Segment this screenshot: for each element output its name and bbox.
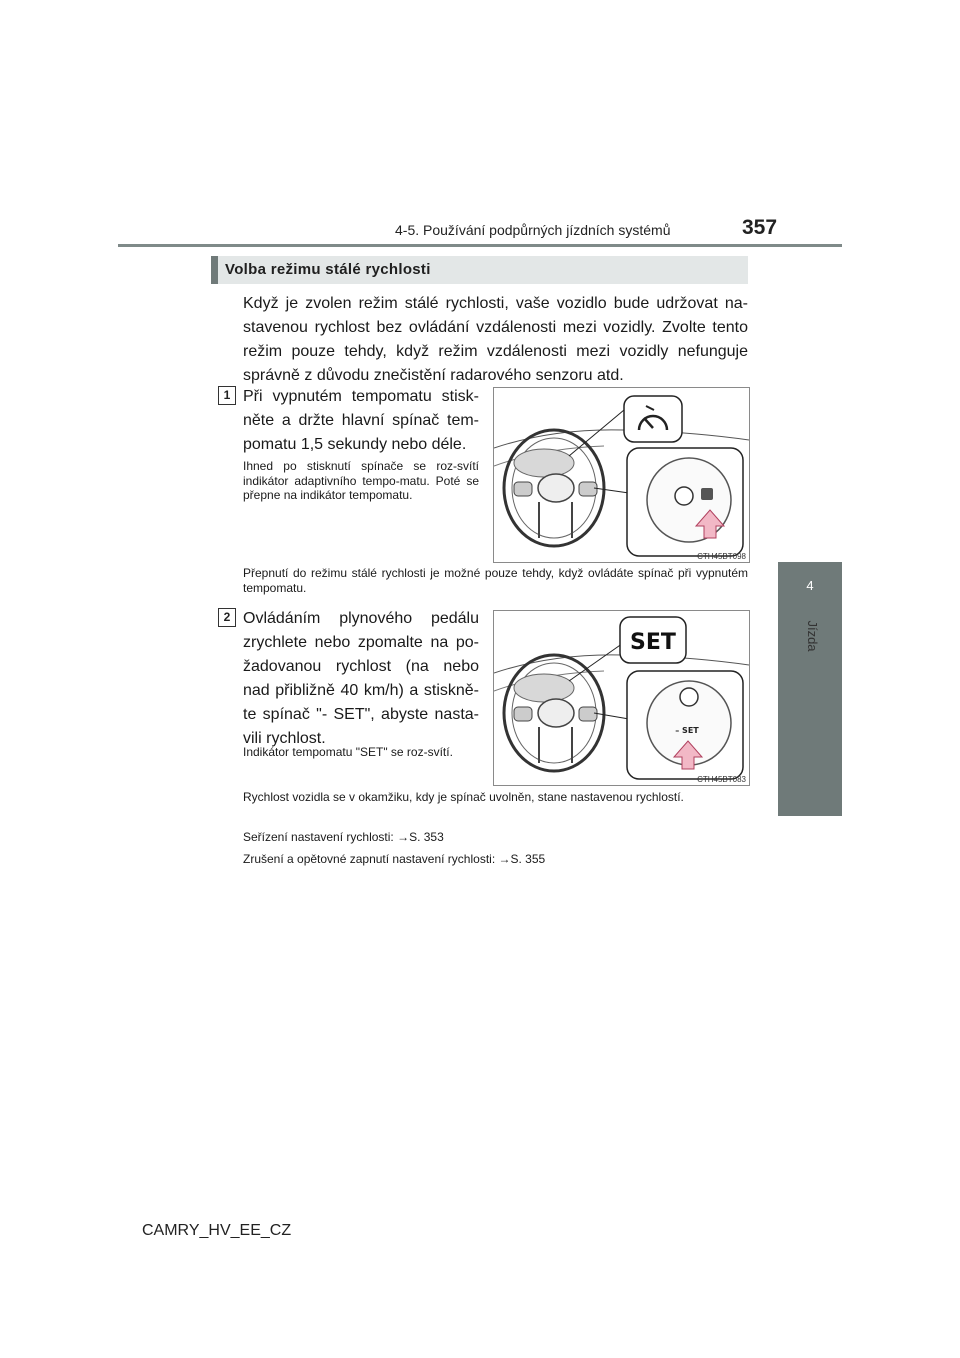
steering-wheel-illustration-1 bbox=[494, 388, 749, 562]
section-title: Volba režimu stálé rychlosti bbox=[225, 261, 431, 278]
header-section-title: 4-5. Používání podpůrných jízdních systémů bbox=[395, 222, 671, 238]
section-title-bar bbox=[211, 256, 218, 284]
set-switch-label: – SET bbox=[675, 726, 699, 735]
chapter-number: 4 bbox=[806, 578, 814, 593]
page-number: 357 bbox=[742, 216, 778, 239]
figure-step-1 bbox=[493, 387, 750, 563]
steering-wheel-illustration-2 bbox=[494, 611, 749, 785]
reference-adjust-speed[interactable]: Seřízení nastavení rychlosti: →S. 353 bbox=[243, 830, 444, 844]
header-rule bbox=[118, 244, 842, 247]
figure-code-1: CTH45BT098 bbox=[697, 552, 746, 561]
step-2-text: Ovládáním plynového pedálu zrychlete nebo zpomalte na po-žadovanou rychlost (na nebo nad přibližně 40 km/h) a stiskně-te spínač "- SET", abyste nasta-vili rychlost. bbox=[243, 610, 479, 747]
chapter-tab bbox=[778, 562, 842, 816]
chapter-label: Jízda bbox=[805, 620, 820, 652]
step-number-2: 2 bbox=[218, 608, 236, 627]
footer-code: CAMRY_HV_EE_CZ bbox=[142, 1222, 292, 1239]
set-callout-label: SET bbox=[630, 630, 676, 655]
step-1-after-note: Přepnutí do režimu stálé rychlosti je možné pouze tehdy, když ovládáte spínač při vypnutém tempomatu. bbox=[243, 566, 748, 595]
step-1-note: Ihned po stisknutí spínače se roz-svítí indikátor adaptivního tempo-matu. Poté se přepne na indikátor tempomatu. bbox=[243, 459, 479, 502]
step-2-note: Indikátor tempomatu "SET" se roz-svítí. bbox=[243, 745, 453, 759]
step-number-1: 1 bbox=[218, 386, 236, 405]
step-2-after-note: Rychlost vozidla se v okamžiku, kdy je spínač uvolněn, stane nastavenou rychlostí. bbox=[243, 790, 684, 804]
figure-step-2 bbox=[493, 610, 750, 786]
reference-cancel-resume[interactable]: Zrušení a opětovné zapnutí nastavení rychlosti: →S. 355 bbox=[243, 852, 546, 866]
intro-paragraph: Když je zvolen režim stálé rychlosti, vaše vozidlo bude udržovat na-stavenou rychlost bez ovládání vzdálenosti mezi vozidly. Zvolte tento režim pouze tehdy, když režim vzdálenosti mezi vozidly nefunguje správně z důvodu znečistění radarového senzoru atd. bbox=[243, 295, 748, 384]
step-1-text: Při vypnutém tempomatu stisk-něte a držte hlavní spínač tem-pomatu 1,5 sekundy nebo déle. bbox=[243, 388, 479, 453]
figure-code-2: CTH45BT083 bbox=[697, 775, 746, 784]
